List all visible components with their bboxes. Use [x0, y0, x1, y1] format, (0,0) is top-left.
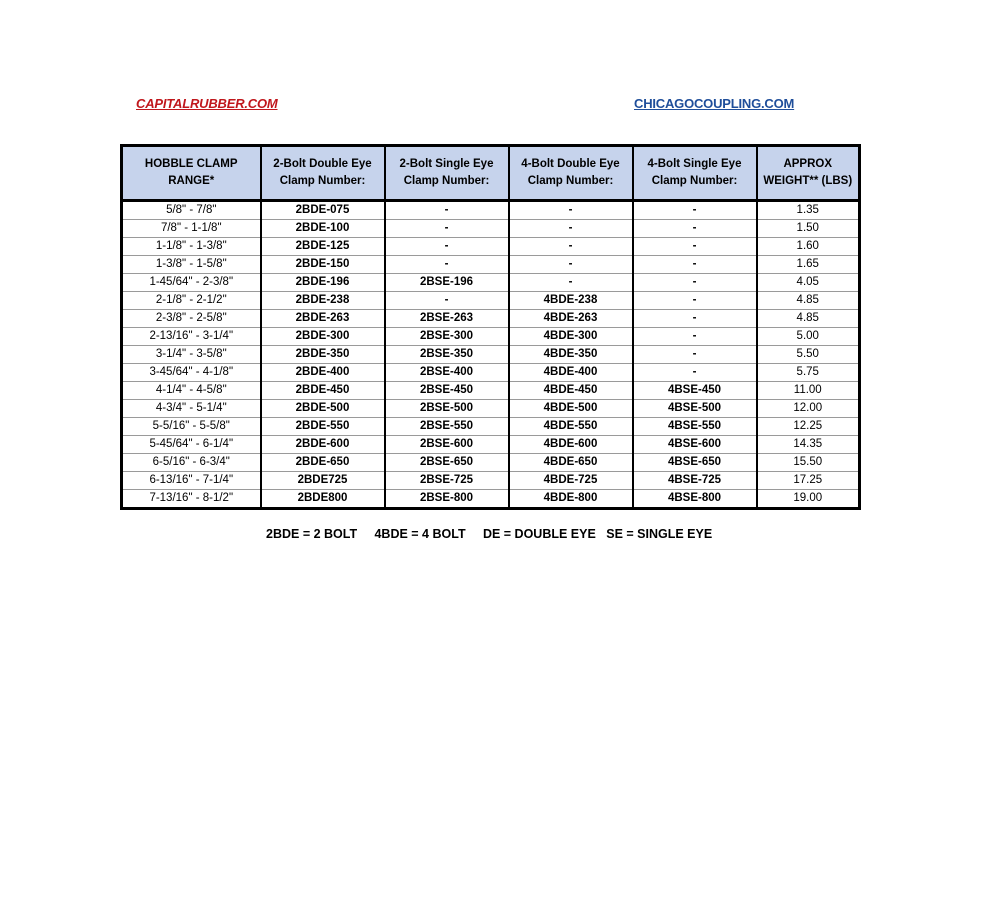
table-row — [122, 472, 860, 490]
4bde-cell: - — [509, 220, 633, 238]
header-line: Clamp Number: — [527, 175, 614, 187]
table-row — [122, 328, 860, 346]
4bde-cell: 4BDE-800 — [509, 490, 633, 509]
range-cell: 2-13/16" - 3-1/4" — [122, 328, 261, 346]
table-row — [122, 220, 860, 238]
table-row — [122, 292, 860, 310]
table-row — [122, 201, 860, 220]
weight-cell: 14.35 — [757, 436, 860, 454]
header-line: RANGE* — [168, 175, 215, 187]
header-line: APPROX — [783, 158, 833, 170]
table-row — [122, 490, 860, 509]
2bde-cell: 2BDE-238 — [261, 292, 385, 310]
weight-header — [757, 146, 860, 201]
4bse-cell: 4BSE-725 — [633, 472, 757, 490]
2bde-cell: 2BDE-196 — [261, 274, 385, 292]
4bse-cell: - — [633, 238, 757, 256]
2bde-cell: 2BDE-263 — [261, 310, 385, 328]
2bde-cell: 2BDE-300 — [261, 328, 385, 346]
table-row — [122, 310, 860, 328]
header-line: 2-Bolt Single Eye — [399, 158, 494, 170]
table-header-row — [122, 146, 860, 201]
2bse-cell: 2BSE-300 — [385, 328, 509, 346]
range-cell: 7/8" - 1-1/8" — [122, 220, 261, 238]
header-line: 2-Bolt Double Eye — [273, 158, 372, 170]
range-cell: 4-1/4" - 4-5/8" — [122, 382, 261, 400]
header-line: Clamp Number: — [403, 175, 490, 187]
weight-cell: 4.05 — [757, 274, 860, 292]
table-row — [122, 364, 860, 382]
range-cell: 1-45/64" - 2-3/8" — [122, 274, 261, 292]
weight-cell: 5.00 — [757, 328, 860, 346]
range-cell: 1-1/8" - 1-3/8" — [122, 238, 261, 256]
table-row — [122, 382, 860, 400]
2bolt-double-eye-header — [261, 146, 385, 201]
2bse-cell: 2BSE-450 — [385, 382, 509, 400]
range-cell: 3-45/64" - 4-1/8" — [122, 364, 261, 382]
2bde-cell: 2BDE725 — [261, 472, 385, 490]
4bde-cell: 4BDE-600 — [509, 436, 633, 454]
2bde-cell: 2BDE800 — [261, 490, 385, 509]
4bde-cell: 4BDE-650 — [509, 454, 633, 472]
2bse-cell: - — [385, 238, 509, 256]
4bse-cell: - — [633, 328, 757, 346]
table-row — [122, 274, 860, 292]
4bse-cell: - — [633, 201, 757, 220]
4bde-cell: - — [509, 238, 633, 256]
2bse-cell: 2BSE-600 — [385, 436, 509, 454]
weight-cell: 4.85 — [757, 292, 860, 310]
weight-cell: 1.60 — [757, 238, 860, 256]
weight-cell: 17.25 — [757, 472, 860, 490]
4bde-cell: - — [509, 256, 633, 274]
2bde-cell: 2BDE-075 — [261, 201, 385, 220]
range-cell: 2-1/8" - 2-1/2" — [122, 292, 261, 310]
2bde-cell: 2BDE-500 — [261, 400, 385, 418]
table-body — [122, 201, 860, 509]
weight-cell: 5.50 — [757, 346, 860, 364]
4bolt-double-eye-header — [509, 146, 633, 201]
range-cell: 6-13/16" - 7-1/4" — [122, 472, 261, 490]
2bde-cell: 2BDE-125 — [261, 238, 385, 256]
capitalrubber-link[interactable]: CAPITALRUBBER.COM — [136, 96, 278, 111]
header-line: WEIGHT** (LBS) — [763, 175, 853, 187]
2bde-cell: 2BDE-650 — [261, 454, 385, 472]
4bse-cell: 4BSE-450 — [633, 382, 757, 400]
weight-cell: 12.25 — [757, 418, 860, 436]
2bse-cell: 2BSE-350 — [385, 346, 509, 364]
2bse-cell: 2BSE-500 — [385, 400, 509, 418]
4bolt-single-eye-header — [633, 146, 757, 201]
4bde-cell: 4BDE-725 — [509, 472, 633, 490]
2bde-cell: 2BDE-550 — [261, 418, 385, 436]
weight-cell: 19.00 — [757, 490, 860, 509]
range-cell: 5/8" - 7/8" — [122, 201, 261, 220]
2bse-cell: - — [385, 256, 509, 274]
range-cell: 3-1/4" - 3-5/8" — [122, 346, 261, 364]
2bse-cell: 2BSE-650 — [385, 454, 509, 472]
2bolt-single-eye-header — [385, 146, 509, 201]
weight-cell: 11.00 — [757, 382, 860, 400]
4bde-cell: 4BDE-350 — [509, 346, 633, 364]
range-header — [122, 146, 261, 201]
2bde-cell: 2BDE-150 — [261, 256, 385, 274]
weight-cell: 1.65 — [757, 256, 860, 274]
range-cell: 7-13/16" - 8-1/2" — [149, 492, 234, 504]
table-row — [122, 256, 860, 274]
2bse-cell: - — [385, 292, 509, 310]
table-row — [122, 400, 860, 418]
weight-cell: 5.75 — [757, 364, 860, 382]
4bde-cell: 4BDE-263 — [509, 310, 633, 328]
4bde-cell: 4BDE-300 — [509, 328, 633, 346]
4bse-cell: - — [633, 220, 757, 238]
4bse-cell: - — [633, 274, 757, 292]
2bse-cell: 2BSE-196 — [385, 274, 509, 292]
weight-cell: 1.35 — [757, 201, 860, 220]
chicagocoupling-link[interactable]: CHICAGOCOUPLING.COM — [634, 96, 795, 111]
weight-cell: 15.50 — [757, 454, 860, 472]
2bde-cell: 2BDE-100 — [261, 220, 385, 238]
4bse-cell: - — [633, 346, 757, 364]
2bde-cell: 2BDE-400 — [261, 364, 385, 382]
table-row — [122, 418, 860, 436]
2bde-cell: 2BDE-600 — [261, 436, 385, 454]
4bde-cell: 4BDE-550 — [509, 418, 633, 436]
header-line: Clamp Number: — [651, 175, 738, 187]
4bse-cell: 4BSE-500 — [633, 400, 757, 418]
abbreviation-legend: 2BDE = 2 BOLT 4BDE = 4 BOLT DE = DOUBLE EYE SE = SINGLE EYE — [266, 527, 713, 541]
range-cell: 2-3/8" - 2-5/8" — [122, 310, 261, 328]
4bse-cell: 4BSE-800 — [633, 490, 757, 509]
4bse-cell: 4BSE-600 — [633, 436, 757, 454]
header-line: 4-Bolt Double Eye — [521, 158, 620, 170]
4bde-cell: 4BDE-400 — [509, 364, 633, 382]
table-row — [122, 238, 860, 256]
range-cell: 4-3/4" - 5-1/4" — [122, 400, 261, 418]
4bse-cell: 4BSE-650 — [633, 454, 757, 472]
2bse-cell: 2BSE-725 — [385, 472, 509, 490]
4bde-cell: - — [509, 274, 633, 292]
range-cell: 6-5/16" - 6-3/4" — [122, 454, 261, 472]
2bse-cell: 2BSE-800 — [385, 490, 509, 509]
table-row — [122, 346, 860, 364]
weight-cell: 1.50 — [757, 220, 860, 238]
weight-cell: 4.85 — [757, 310, 860, 328]
2bde-cell: 2BDE-450 — [261, 382, 385, 400]
4bde-cell: - — [509, 201, 633, 220]
range-cell: 5-45/64" - 6-1/4" — [122, 436, 261, 454]
weight-cell: 12.00 — [757, 400, 860, 418]
2bse-cell: - — [385, 201, 509, 220]
header-line: Clamp Number: — [279, 175, 366, 187]
table-row — [122, 436, 860, 454]
2bse-cell: - — [385, 220, 509, 238]
4bde-cell: 4BDE-238 — [509, 292, 633, 310]
4bse-cell: - — [633, 364, 757, 382]
2bde-cell: 2BDE-350 — [261, 346, 385, 364]
4bde-cell: 4BDE-450 — [509, 382, 633, 400]
4bse-cell: - — [633, 310, 757, 328]
4bse-cell: 4BSE-550 — [633, 418, 757, 436]
2bse-cell: 2BSE-263 — [385, 310, 509, 328]
hobble-clamp-table — [120, 144, 861, 510]
range-cell: 1-3/8" - 1-5/8" — [122, 256, 261, 274]
4bse-cell: - — [633, 292, 757, 310]
header-line: 4-Bolt Single Eye — [647, 158, 742, 170]
2bse-cell: 2BSE-550 — [385, 418, 509, 436]
2bse-cell: 2BSE-400 — [385, 364, 509, 382]
header-line: HOBBLE CLAMP — [144, 158, 238, 170]
4bse-cell: - — [633, 256, 757, 274]
range-cell: 5-5/16" - 5-5/8" — [122, 418, 261, 436]
4bde-cell: 4BDE-500 — [509, 400, 633, 418]
table-row — [122, 454, 860, 472]
